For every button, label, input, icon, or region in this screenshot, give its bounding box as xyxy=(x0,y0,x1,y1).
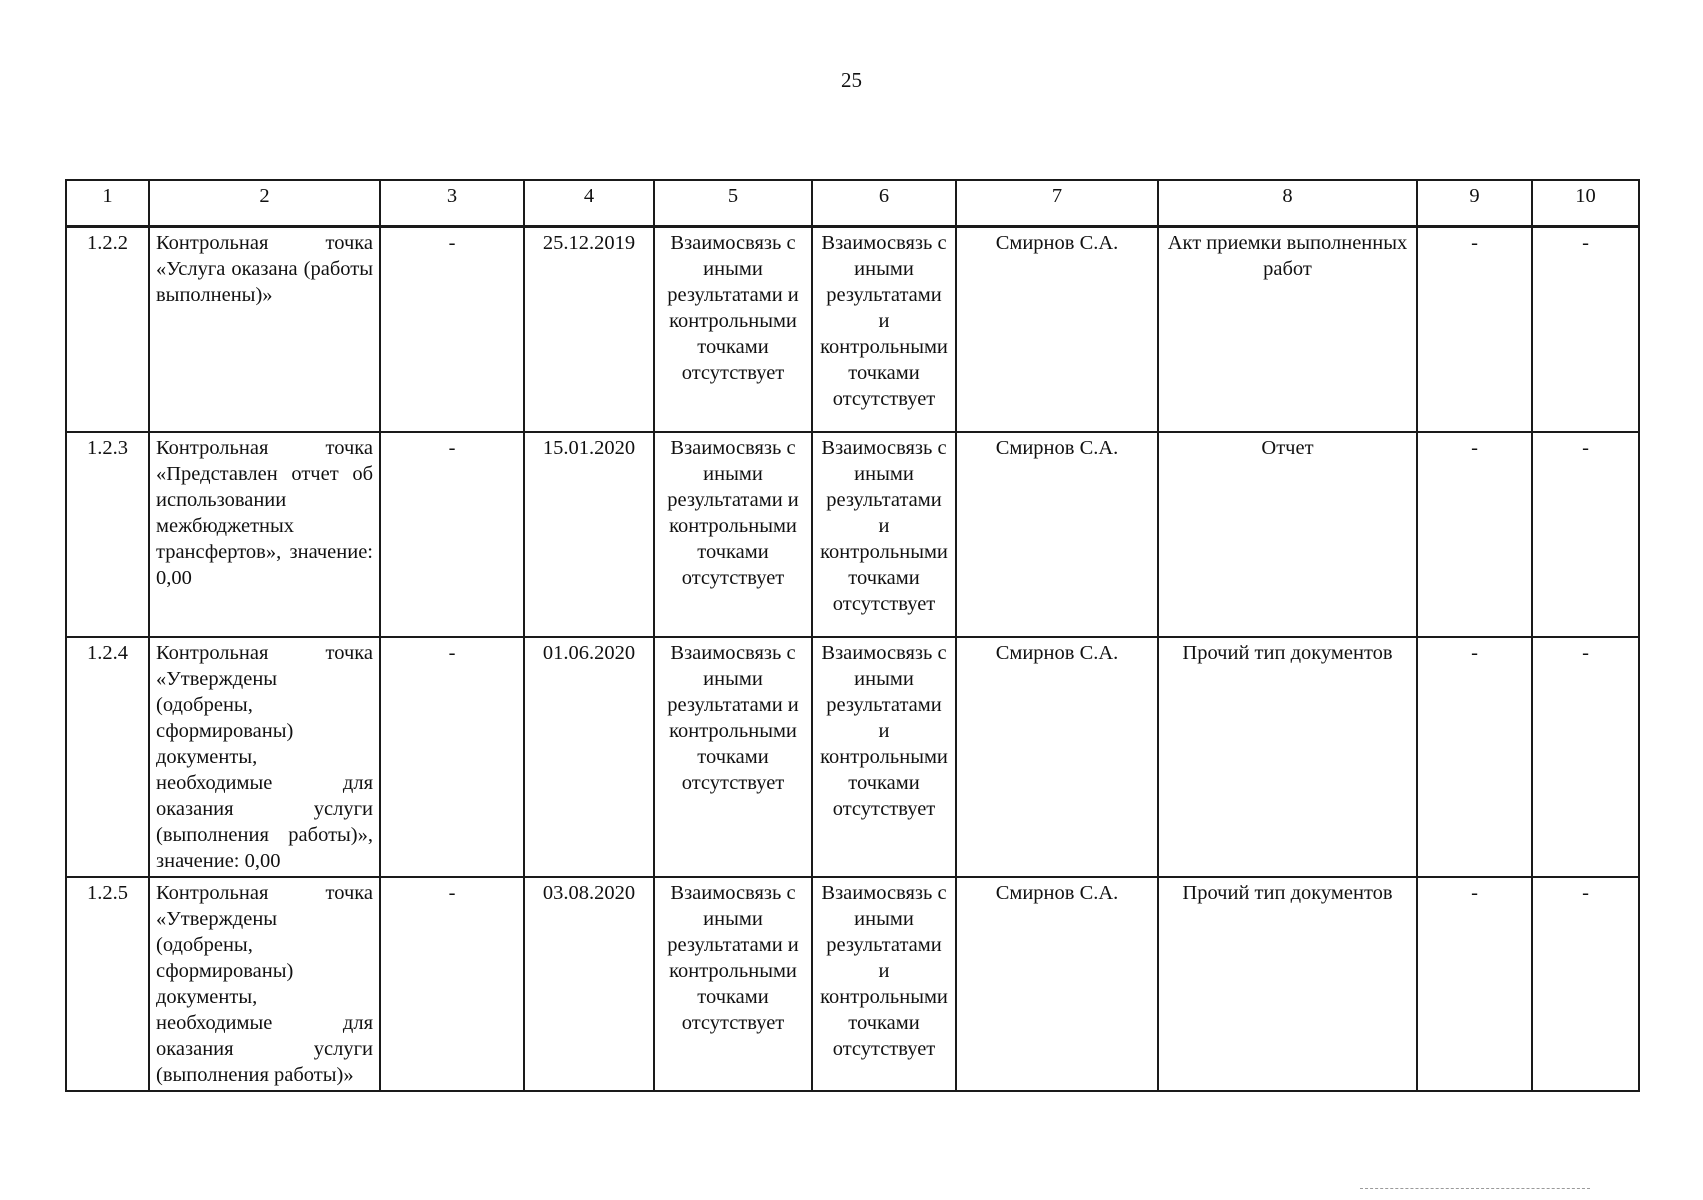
cell-col3: - xyxy=(380,877,524,1091)
row-id: 1.2.2 xyxy=(66,227,149,432)
responsible-person: Смирнов С.А. xyxy=(956,877,1158,1091)
column-header-2: 2 xyxy=(149,180,380,227)
relation-predecessor: Взаимосвязь с иными результатами и контрольными точками отсутствует xyxy=(654,877,812,1091)
table-row xyxy=(66,227,1639,432)
row-id: 1.2.3 xyxy=(66,432,149,637)
table-header-row xyxy=(66,180,1639,227)
column-header-9: 9 xyxy=(1417,180,1532,227)
relation-predecessor: Взаимосвязь с иными результатами и контрольными точками отсутствует xyxy=(654,432,812,637)
table-row xyxy=(66,877,1639,1091)
relation-predecessor: Взаимосвязь с иными результатами и контрольными точками отсутствует xyxy=(654,637,812,877)
cell-col3: - xyxy=(380,227,524,432)
control-point-name: Контрольная точка «Услуга оказана (работы выполнены)» xyxy=(149,227,380,432)
cell-col9: - xyxy=(1417,432,1532,637)
due-date: 15.01.2020 xyxy=(524,432,654,637)
scan-edge-mark xyxy=(1360,1188,1590,1189)
responsible-person: Смирнов С.А. xyxy=(956,432,1158,637)
responsible-person: Смирнов С.А. xyxy=(956,227,1158,432)
column-header-6: 6 xyxy=(812,180,956,227)
cell-col9: - xyxy=(1417,637,1532,877)
due-date: 25.12.2019 xyxy=(524,227,654,432)
relation-successor: Взаимосвязь с иными результатами и контрольными точками отсутствует xyxy=(812,227,956,432)
relation-successor: Взаимосвязь с иными результатами и контрольными точками отсутствует xyxy=(812,432,956,637)
cell-col3: - xyxy=(380,432,524,637)
cell-col10: - xyxy=(1532,637,1639,877)
column-header-3: 3 xyxy=(380,180,524,227)
due-date: 01.06.2020 xyxy=(524,637,654,877)
document-type: Отчет xyxy=(1158,432,1417,637)
cell-col9: - xyxy=(1417,877,1532,1091)
page-number: 25 xyxy=(841,68,862,92)
column-header-5: 5 xyxy=(654,180,812,227)
control-point-name: Контрольная точка «Утверждены (одобрены, сформированы) документы, необходимые для оказания услуги (выполнения работы)», значение: 0,00 xyxy=(149,637,380,877)
table-row xyxy=(66,432,1639,637)
cell-col10: - xyxy=(1532,877,1639,1091)
column-header-8: 8 xyxy=(1158,180,1417,227)
control-point-name: Контрольная точка «Утверждены (одобрены, сформированы) документы, необходимые для оказания услуги (выполнения работы)» xyxy=(149,877,380,1091)
relation-predecessor: Взаимосвязь с иными результатами и контрольными точками отсутствует xyxy=(654,227,812,432)
due-date: 03.08.2020 xyxy=(524,877,654,1091)
control-points-table xyxy=(65,179,1640,1092)
row-id: 1.2.5 xyxy=(66,877,149,1091)
cell-col10: - xyxy=(1532,432,1639,637)
table-row xyxy=(66,637,1639,877)
cell-col3: - xyxy=(380,637,524,877)
document-type: Прочий тип документов xyxy=(1158,877,1417,1091)
cell-col9: - xyxy=(1417,227,1532,432)
column-header-10: 10 xyxy=(1532,180,1639,227)
column-header-4: 4 xyxy=(524,180,654,227)
column-header-1: 1 xyxy=(66,180,149,227)
relation-successor: Взаимосвязь с иными результатами и контрольными точками отсутствует xyxy=(812,877,956,1091)
responsible-person: Смирнов С.А. xyxy=(956,637,1158,877)
control-point-name: Контрольная точка «Представлен отчет об использовании межбюджетных трансфертов», значение: 0,00 xyxy=(149,432,380,637)
document-type: Прочий тип документов xyxy=(1158,637,1417,877)
row-id: 1.2.4 xyxy=(66,637,149,877)
document-type: Акт приемки выполненных работ xyxy=(1158,227,1417,432)
column-header-7: 7 xyxy=(956,180,1158,227)
cell-col10: - xyxy=(1532,227,1639,432)
relation-successor: Взаимосвязь с иными результатами и контрольными точками отсутствует xyxy=(812,637,956,877)
